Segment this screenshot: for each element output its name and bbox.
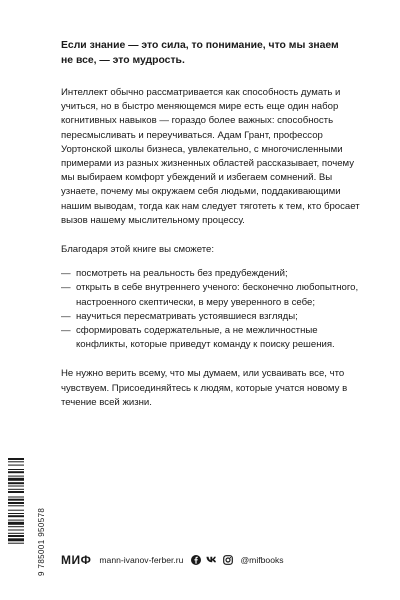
list-item: [61, 310, 361, 324]
isbn-number: 9 785001 950578: [37, 507, 46, 576]
lead-quote: [61, 38, 361, 68]
lead-line-1: Если знание — это сила, то понимание, что мы знаем: [61, 40, 339, 51]
list-item-text: открыть в себе внутреннего ученого: бесконечно любопытного, настроенного скептически, в меру уверенного в себе;: [76, 282, 359, 308]
list-item-text: посмотреть на реальность без предубеждений;: [76, 268, 288, 280]
isbn-barcode: [8, 458, 46, 576]
publisher-website: mann-ivanov-ferber.ru: [99, 555, 184, 565]
dash-marker: —: [61, 310, 71, 322]
description-paragraph: Интеллект обычно рассматривается как способность думать и учиться, но в быстро меняющемся мире есть еще один набор когнитивных навыков — гораздо более важных: способность пересмысливать и переучиваться. Адам Грант, профессор Уортонской школы бизнеса, увлекательно, с многочисленными примерами из разных жизненных областей рассказывает, почему мы выбираем комфорт убеждений и избегаем сомнений. Вы узнаете, почему мы окружаем себя людьми, поддакивающими нашим выводам, тогда как нам следует тяготеть к тем, кто бросает вызов нашему мыслительному процессу.: [61, 87, 360, 226]
social-handle: @mifbooks: [240, 555, 284, 565]
publisher-footer: [61, 553, 284, 567]
lead-line-2: не все, — это мудрость.: [61, 55, 185, 66]
barcode-bars: [8, 458, 24, 576]
list-item: [61, 281, 361, 309]
closing-paragraph: Не нужно верить всему, что мы думаем, или усваивать все, что чувствуем. Присоединяйтесь к людям, которые учатся новому в течение всей жизни.: [61, 368, 348, 408]
facebook-icon: [190, 554, 202, 566]
dash-marker: —: [61, 282, 71, 294]
benefits-intro: Благодаря этой книге вы сможете:: [61, 244, 215, 256]
list-item: [61, 324, 361, 352]
publisher-logo: МИФ: [61, 553, 92, 567]
benefits-list: [61, 267, 361, 352]
vk-icon: [206, 554, 218, 566]
list-item-text: сформировать содержательные, а не межличностные конфликты, которые приведут команду к поиску решения.: [76, 325, 335, 351]
list-item: [61, 267, 361, 281]
dash-marker: —: [61, 268, 71, 280]
dash-marker: —: [61, 325, 71, 337]
back-cover-text: [61, 38, 361, 410]
list-item-text: научиться пересматривать устоявшиеся взгляды;: [76, 310, 298, 322]
instagram-icon: [222, 554, 234, 566]
